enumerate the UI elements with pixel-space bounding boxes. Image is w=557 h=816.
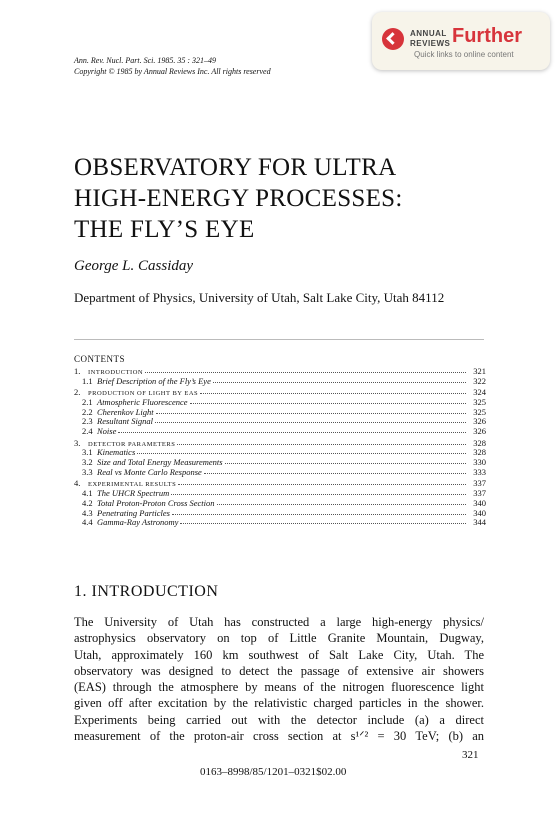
author-affiliation: Department of Physics, University of Utah, Salt Lake City, Utah 84112 — [74, 290, 445, 305]
toc-entry-number: 2.3 — [82, 416, 93, 427]
toc-leader-dots — [180, 522, 466, 524]
toc-leader-dots — [217, 503, 466, 505]
toc-entry-page: 344 — [473, 517, 486, 528]
toc-entry-number: 3.1 — [82, 447, 93, 458]
contents-heading: CONTENTS — [74, 354, 125, 364]
toc-entry-page: 321 — [473, 366, 486, 376]
toc-leader-dots — [118, 431, 466, 433]
body-line: (EAS) through the atmosphere by means of the nitrogen fluorescence light — [74, 680, 484, 695]
toc-leader-dots — [171, 493, 466, 495]
toc-leader-dots — [145, 371, 466, 373]
article-title — [74, 152, 494, 245]
table-of-contents — [74, 367, 486, 528]
toc-entry-title: Penetrating Particles — [97, 507, 170, 518]
toc-entry-number: 3. — [74, 437, 81, 448]
toc-entry-number: 3.3 — [82, 466, 93, 477]
toc-entry-number: 2.2 — [82, 406, 93, 417]
toc-entry-title: Atmospheric Fluorescence — [97, 396, 188, 407]
badge-further-label: Further — [452, 25, 522, 47]
toc-entry-number: 2. — [74, 387, 81, 398]
toc-entry-page: 333 — [473, 466, 486, 477]
toc-entry-title: Total Proton-Proton Cross Section — [97, 497, 215, 508]
toc-leader-dots — [156, 412, 466, 414]
toc-entry-page: 340 — [473, 497, 486, 508]
toc-entry-page: 324 — [473, 387, 486, 398]
journal-citation: Ann. Rev. Nucl. Part. Sci. 1985. 35 : 321–49 — [74, 56, 217, 65]
toc-entry-page: 337 — [473, 478, 486, 489]
toc-leader-dots — [213, 381, 466, 383]
toc-entry-page: 337 — [473, 488, 486, 499]
toc-entry-title: Brief Description of the Fly’s Eye — [97, 375, 211, 386]
divider — [74, 339, 484, 340]
toc-leader-dots — [204, 472, 466, 474]
toc-entry-number: 4.1 — [82, 488, 93, 499]
toc-entry-page: 326 — [473, 426, 486, 437]
toc-entry — [74, 518, 486, 528]
toc-entry-title: Resultant Signal — [97, 416, 153, 427]
badge-brand-line2: REVIEWS — [410, 39, 451, 48]
issn-code: 0163–8998/85/1201–0321$02.00 — [200, 766, 347, 778]
toc-leader-dots — [225, 462, 466, 464]
toc-leader-dots — [177, 443, 466, 445]
toc-entry-number: 1. — [74, 366, 81, 376]
toc-entry-number: 4.3 — [82, 507, 93, 518]
toc-leader-dots — [200, 392, 466, 394]
toc-entry-title: Noise — [97, 426, 117, 437]
toc-entry-title: Cherenkov Light — [97, 406, 154, 417]
toc-entry — [74, 377, 486, 387]
title-line: HIGH-ENERGY PROCESSES: — [74, 185, 403, 212]
toc-entry-page: 326 — [473, 416, 486, 427]
body-line: observatory was designed to detect the passage of extensive air showers — [74, 663, 484, 678]
copyright-notice: Copyright © 1985 by Annual Reviews Inc. All rights reserved — [74, 67, 271, 76]
body-line: measurement of the proton-air cross section at s¹ᐟ² = 30 TeV; (b) an — [74, 729, 484, 744]
title-line: THE FLY’S EYE — [74, 216, 255, 243]
toc-entry-page: 325 — [473, 406, 486, 417]
body-text — [74, 614, 484, 744]
toc-leader-dots — [155, 421, 466, 423]
toc-entry — [74, 468, 486, 478]
toc-entry-page: 328 — [473, 437, 486, 448]
toc-entry-title: Real vs Monte Carlo Response — [97, 466, 202, 477]
body-line: Utah, approximately 160 km southwest of Salt Lake City, Utah. The — [74, 647, 484, 662]
further-badge[interactable] — [372, 12, 550, 70]
further-link-icon — [382, 28, 404, 50]
toc-entry-title: Gamma-Ray Astronomy — [97, 517, 179, 528]
badge-brand-line1: ANNUAL — [410, 29, 447, 38]
page-number: 321 — [462, 749, 479, 761]
toc-entry-title: DETECTOR PARAMETERS — [88, 440, 176, 448]
toc-leader-dots — [178, 483, 466, 485]
toc-entry — [74, 427, 486, 437]
toc-entry — [74, 439, 486, 449]
body-line: Experiments being carried out with the detector include (a) a direct — [74, 712, 484, 727]
toc-entry-number: 1.1 — [82, 375, 93, 386]
body-line: astrophysics observatory on top of Little Granite Mountain, Dugway, — [74, 631, 484, 646]
toc-leader-dots — [190, 402, 466, 404]
toc-entry-title: Size and Total Energy Measurements — [97, 457, 223, 468]
body-line: The University of Utah has constructed a large high-energy physics/ — [74, 615, 484, 629]
title-line: OBSERVATORY FOR ULTRA — [74, 154, 397, 181]
toc-entry-number: 3.2 — [82, 457, 93, 468]
toc-entry-title: PRODUCTION OF LIGHT BY EAS — [88, 390, 199, 398]
author-name: George L. Cassiday — [74, 258, 194, 274]
toc-entry-page: 330 — [473, 457, 486, 468]
toc-entry-number: 4.2 — [82, 497, 93, 508]
toc-entry-title: The UHCR Spectrum — [97, 488, 170, 499]
section-heading: 1. INTRODUCTION — [74, 583, 219, 600]
toc-entry-title: Kinematics — [97, 447, 136, 458]
body-line: given off after excitation by the relativistic charged particles in the shower. — [74, 696, 484, 711]
toc-entry-number: 4. — [74, 478, 81, 489]
toc-entry-number: 2.1 — [82, 396, 93, 407]
toc-leader-dots — [172, 513, 466, 515]
toc-entry-title: EXPERIMENTAL RESULTS — [88, 481, 177, 489]
toc-entry-page: 340 — [473, 507, 486, 518]
badge-subtitle: Quick links to online content — [414, 50, 514, 59]
toc-entry-number: 4.4 — [82, 517, 93, 528]
toc-entry-title: INTRODUCTION — [88, 369, 144, 376]
toc-entry — [74, 417, 486, 427]
toc-leader-dots — [137, 452, 466, 454]
toc-entry-page: 322 — [473, 375, 486, 386]
toc-entry-page: 328 — [473, 447, 486, 458]
toc-entry-number: 2.4 — [82, 426, 93, 437]
toc-entry-page: 325 — [473, 396, 486, 407]
